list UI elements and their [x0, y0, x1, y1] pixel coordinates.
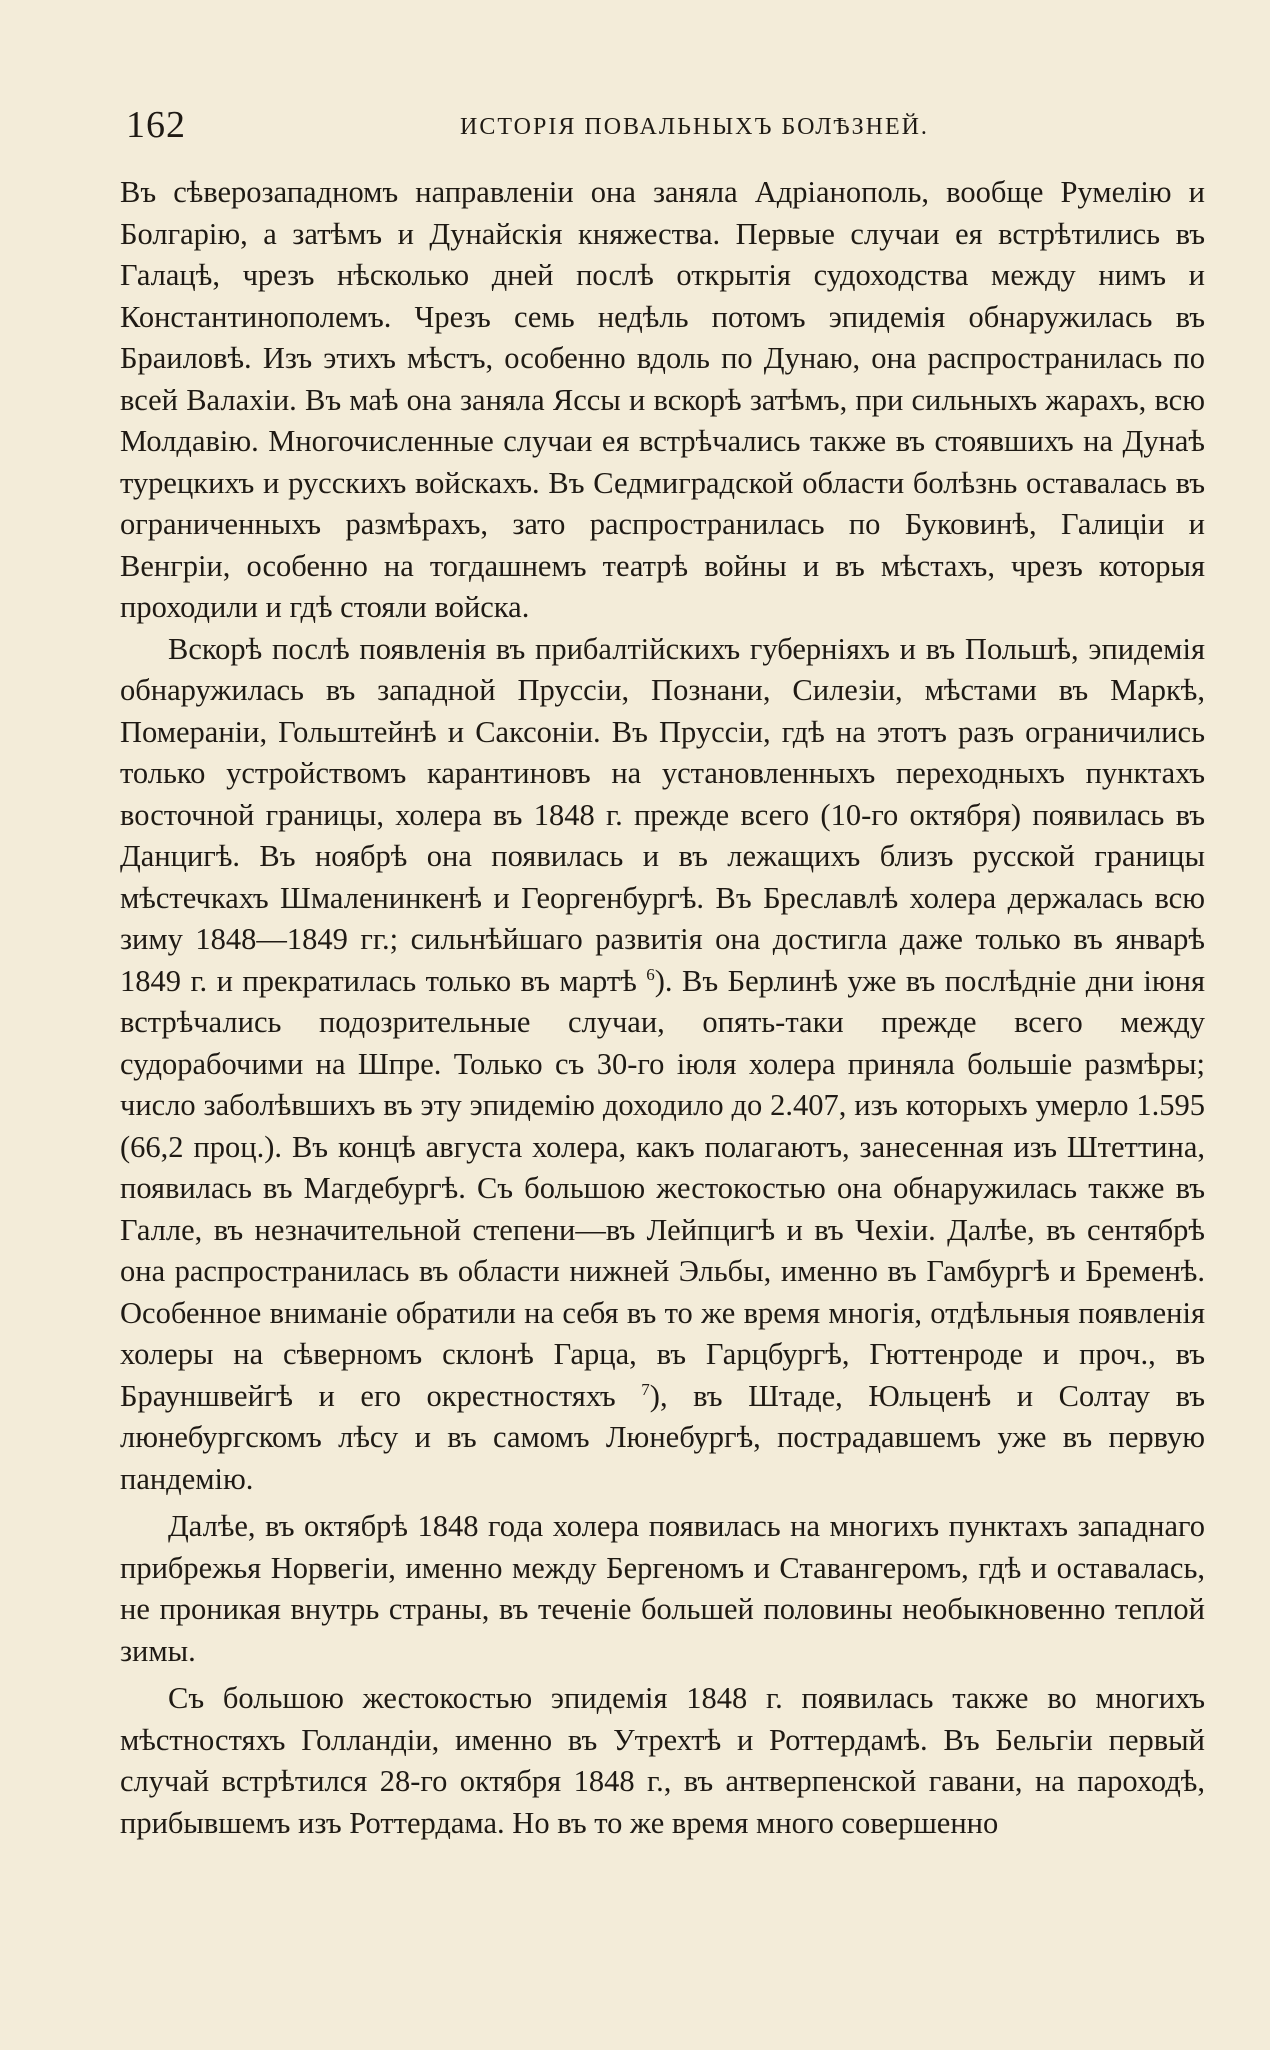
paragraph-4-text: Съ большою жестокостью эпидемія 1848 г. появилась также во многихъ мѣстностяхъ Голландіи, именно въ Утрехтѣ и Роттердамѣ. Въ Бельгіи первый случай встрѣтился 28-го октября 1848 г., въ антверпенской гавани, на пароходѣ, прибывшемъ изъ Роттердама. Но въ то же время много совершенно [120, 1681, 1205, 1840]
running-title: ИСТОРІЯ ПОВАЛЬНЫХЪ БОЛѢЗНЕЙ. [460, 114, 929, 140]
page-header [120, 100, 1205, 150]
footnote-reference-6: 6 [646, 964, 655, 984]
paragraph-2-text-part-3: ), въ Штаде, Юльценѣ и Солтау въ люнебургскомъ лѣсу и въ самомъ Люнебургѣ, пострадавшемъ уже въ первую пандемію. [120, 1378, 1205, 1496]
body-text [120, 172, 1205, 1844]
paragraph-3 [120, 1506, 1205, 1672]
paragraph-1-text: Въ сѣверозападномъ направленіи она заняла Адріанополь, вообще Румелію и Болгарію, а затѣмъ и Дунайскія княжества. Первые случаи ея встрѣтились въ Галацѣ, чрезъ нѣсколько дней послѣ открытія судоходства между нимъ и Константинополемъ. Чрезъ семь недѣль потомъ эпидемія обнаружилась въ Браиловѣ. Изъ этихъ мѣстъ, особенно вдоль по Дунаю, она распространилась по всей Валахіи. Въ маѣ она заняла Яссы и вскорѣ затѣмъ, при сильныхъ жарахъ, всю Молдавію. Многочисленные случаи ея встрѣчались также въ стоявшихъ на Дунаѣ турецкихъ и русскихъ войскахъ. Въ Седмиградской области болѣзнь оставалась въ ограниченныхъ размѣрахъ, зато распространилась по Буковинѣ, Галиціи и Венгріи, особенно на тогдашнемъ театрѣ войны и въ мѣстахъ, чрезъ которыя проходили и гдѣ стояли войска. [120, 175, 1205, 624]
page-number: 162 [126, 104, 186, 146]
paragraph-4 [120, 1678, 1205, 1844]
paragraph-2-text-part-2: ). Въ Берлинѣ уже въ послѣдніе дни іюня встрѣчались подозрительные случаи, опять-таки прежде всего между судорабочими на Шпре. Только съ 30-го іюля холера приняла большіе размѣры; число заболѣвшихъ въ эту эпидемію доходило до 2.407, изъ которыхъ умерло 1.595 (66,2 проц.). Въ концѣ августа холера, какъ полагаютъ, занесенная изъ Штеттина, появилась въ Магдебургѣ. Съ большою жестокостью она обнаружилась также въ Галле, въ незначительной степени—въ Лейпцигѣ и въ Чехіи. Далѣе, въ сентябрѣ она распространилась въ области нижней Эльбы, именно въ Гамбургѣ и Бременѣ. Особенное вниманіе обратили на себя въ то же время многія, отдѣльныя появленія холеры на сѣверномъ склонѣ Гарца, въ Гарцбургѣ, Гюттенроде и проч., въ Брауншвейгѣ и его окрестностяхъ [120, 963, 1205, 1413]
footnote-reference-7: 7 [641, 1379, 650, 1399]
paragraph-2-text-part-1: Вскорѣ послѣ появленія въ прибалтійскихъ губерніяхъ и въ Польшѣ, эпидемія обнаружилась въ западной Пруссіи, Познани, Силезіи, мѣстами въ Маркѣ, Помераніи, Гольштейнѣ и Саксоніи. Въ Пруссіи, гдѣ на этотъ разъ ограничились только устройствомъ карантиновъ на установленныхъ переходныхъ пунктахъ восточной границы, холера въ 1848 г. прежде всего (10-го октября) появилась въ Данцигѣ. Въ ноябрѣ она появилась и въ лежащихъ близъ русской границы мѣстечкахъ Шмаленинкенѣ и Георгенбургѣ. Въ Бреславлѣ холера держалась всю зиму 1848—1849 гг.; сильнѣйшаго развитія она достигла даже только въ январѣ 1849 г. и прекратилась только въ мартѣ [120, 631, 1205, 998]
paragraph-1 [120, 172, 1205, 629]
paragraph-2 [120, 629, 1205, 1501]
paragraph-3-text: Далѣе, въ октябрѣ 1848 года холера появилась на многихъ пунктахъ западнаго прибрежья Норвегіи, именно между Бергеномъ и Ставангеромъ, гдѣ и оставалась, не проникая внутрь страны, въ теченіе большей половины необыкновенно теплой зимы. [120, 1509, 1205, 1668]
